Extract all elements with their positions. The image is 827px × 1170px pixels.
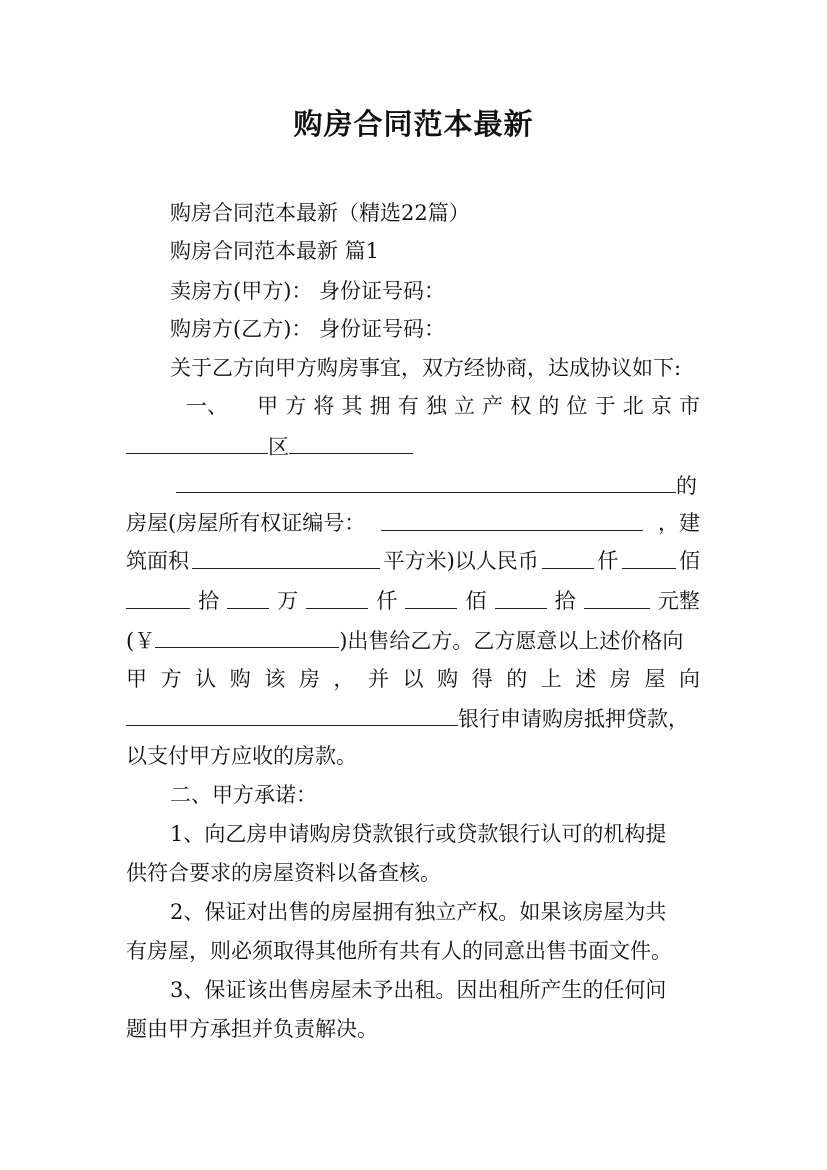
art2-p2-line1: 2、保证对出售的房屋拥有独立产权。如果该房屋为共 (170, 900, 667, 924)
art1-l1-char: 于 (594, 394, 616, 418)
unit-label: 仟 (376, 589, 398, 613)
art1-line8 (126, 664, 700, 694)
art1-l5-text: 佰 (678, 549, 700, 573)
art1-line5 (126, 546, 700, 576)
art1-l1-char: 一、 (186, 394, 228, 418)
art1-l4-tail: ，建 (657, 511, 700, 535)
unit-label: 拾 (554, 589, 576, 613)
art2-p1-line2: 供符合要求的房屋资料以备查核。 (126, 861, 441, 885)
art2-p2-line2: 有房屋，则必须取得其他所有共有人的同意出售书面文件。 (126, 939, 672, 963)
art2-p1-line1: 1、向乙房申请购房贷款银行或贷款银行认可的机构提 (170, 822, 667, 846)
art1-l8-char: 购 (437, 667, 459, 691)
art1-l1-char: 有 (397, 394, 419, 418)
chapter-line: 购房合同范本最新 篇1 (170, 239, 380, 263)
art1-line7 (126, 625, 683, 656)
art1-l1-char: 独 (425, 394, 447, 418)
art2-heading: 二、甲方承诺： (170, 783, 317, 807)
blank-field (306, 586, 368, 609)
art1-line6 (126, 586, 700, 616)
art1-l8-char: 该 (264, 667, 286, 691)
art1-l9-text: 银行申请购房抵押贷款， (458, 707, 689, 731)
art1-l8-char: 甲 (126, 667, 147, 691)
art1-l5-text: 平方米)以人民币 (383, 549, 539, 573)
art1-l3-text: 的 (676, 474, 697, 498)
art1-l8-char: 屋 (644, 667, 666, 691)
art1-line1 (186, 391, 700, 421)
art1-l8-char: 上 (540, 667, 562, 691)
blank-field (622, 546, 676, 569)
yuan-prefix: (￥ (126, 629, 156, 653)
art1-l1-char: 方 (285, 394, 307, 418)
art1-l1-char: 京 (650, 394, 672, 418)
buyer-line: 购房方(乙方)： 身份证号码： (170, 317, 446, 341)
art1-l8-char: 认 (195, 667, 217, 691)
blank-field (227, 586, 269, 609)
art1-l1-char: 产 (482, 394, 504, 418)
unit-label: 万 (277, 589, 299, 613)
amount-blank (155, 625, 339, 648)
art1-l8-char: 得 (471, 667, 493, 691)
blank-field (405, 586, 457, 609)
art1-l4-text: 房屋(房屋所有权证编号： (126, 511, 366, 535)
art1-l5-text: 仟 (597, 549, 619, 573)
blank-field (176, 470, 676, 493)
bank-name-blank (126, 703, 458, 726)
art1-line9 (126, 703, 689, 734)
district-label: 区 (268, 435, 289, 459)
blank-field (495, 586, 547, 609)
art1-l7-text: )出售给乙方。乙方愿意以上述价格向 (339, 629, 684, 653)
art1-l1-char: 市 (679, 394, 700, 418)
blank-field (289, 431, 413, 454)
art1-l1-char: 位 (566, 394, 588, 418)
unit-label: 佰 (465, 589, 487, 613)
art1-l1-char: 拥 (369, 394, 391, 418)
art2-p3-line1: 3、保证该出售房屋未予出租。因出租所产生的任何问 (170, 978, 667, 1002)
art1-l8-char: 向 (679, 667, 700, 691)
art1-l1-char: 立 (454, 394, 475, 418)
preamble-line: 关于乙方向甲方购房事宜，双方经协商，达成协议如下: (170, 356, 682, 380)
art1-l8-char: 述 (575, 667, 597, 691)
art1-line2 (126, 431, 413, 462)
art1-line3 (176, 470, 697, 501)
blank-field (542, 546, 594, 569)
art1-l8-char: 的 (506, 667, 528, 691)
art1-l8-char: 并 (367, 667, 389, 691)
intro-line: 购房合同范本最新（精选22篇） (170, 201, 470, 225)
blank-field (126, 431, 268, 454)
art1-l8-char: ， (333, 667, 355, 691)
art1-l1-char: 权 (510, 394, 532, 418)
art1-l8-char: 房 (298, 667, 320, 691)
art1-l5-text: 筑面积 (126, 549, 189, 573)
art1-l1-char: 甲 (257, 394, 279, 418)
cert-number-blank (381, 508, 643, 531)
document-title: 购房合同范本最新 (293, 107, 534, 141)
art1-l1-char: 北 (622, 394, 644, 418)
art1-l8-char: 方 (160, 667, 182, 691)
art1-l1-char: 将 (313, 394, 335, 418)
unit-label: 拾 (198, 589, 220, 613)
art1-l1-char: 其 (341, 394, 363, 418)
seller-line: 卖房方(甲方)： 身份证号码： (170, 279, 446, 303)
art1-l8-char: 房 (609, 667, 631, 691)
art1-l8-char: 以 (402, 667, 424, 691)
art1-line10: 以支付甲方应收的房款。 (126, 744, 357, 768)
area-blank (192, 546, 380, 569)
art1-l1-char: 的 (538, 394, 560, 418)
blank-field (126, 586, 190, 609)
unit-label: 元整 (657, 589, 700, 613)
art2-p3-line2: 题由甲方承担并负责解决。 (126, 1017, 378, 1041)
art1-line4 (126, 508, 700, 538)
art1-l8-char: 购 (229, 667, 251, 691)
blank-field (584, 586, 650, 609)
